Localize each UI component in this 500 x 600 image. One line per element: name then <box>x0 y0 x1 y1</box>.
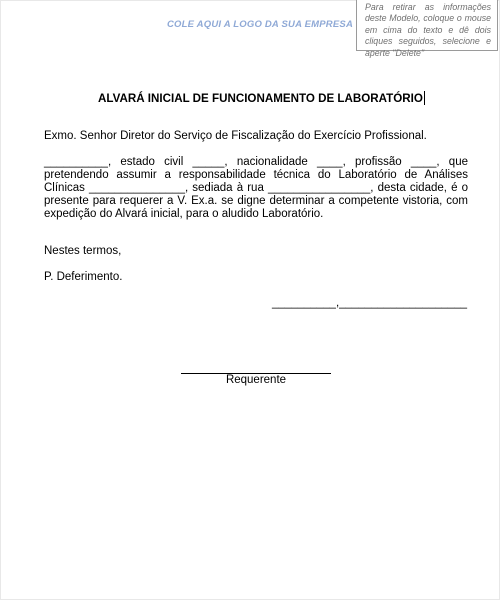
document-title-line[interactable] <box>98 91 425 105</box>
instruction-note-text: Para retirar as informações deste Modelo, coloque o mouse em cima do texto e dê dois cliques seguidos, selecione e aperte "Delete" <box>365 2 491 58</box>
body-paragraph: __________, estado civil _____, nacionalidade ____, profissão ____, que pretendendo assumir a responsabilidade técnica do Laboratório de Análises Clínicas _______________, sediada à rua ________________, desta cidade, é o presente para requerer a V. Ex.a. se digne determinar a competente vistoria, com expedição do Alvará inicial, para o aludido Laboratório. <box>44 156 468 221</box>
place-date-line: __________,____________________ <box>272 297 468 309</box>
request-line: P. Deferimento. <box>44 271 123 283</box>
salutation: Exmo. Senhor Diretor do Serviço de Fiscalização do Exercício Profissional. <box>44 130 427 142</box>
instruction-note-box[interactable] <box>356 0 498 58</box>
text-cursor <box>424 91 425 105</box>
logo-placeholder[interactable]: COLE AQUI A LOGO DA SUA EMPRESA <box>167 19 354 30</box>
document-title: ALVARÁ INICIAL DE FUNCIONAMENTO DE LABORATÓRIO <box>98 92 423 105</box>
closing-line: Nestes termos, <box>44 245 122 257</box>
signature-label: Requerente <box>225 374 287 386</box>
